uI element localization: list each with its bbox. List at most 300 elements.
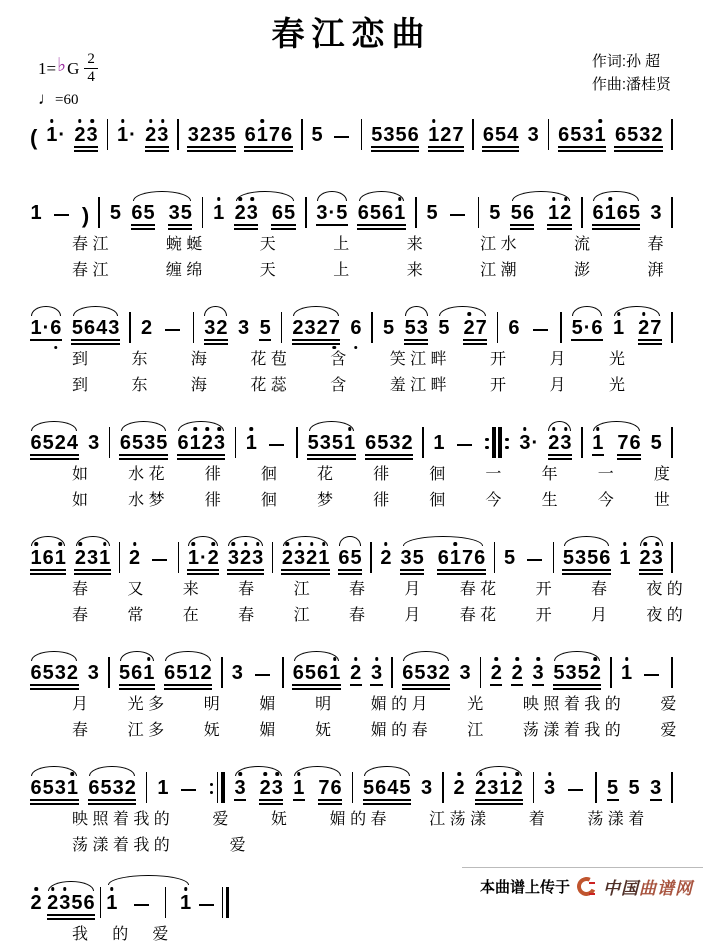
lyric-syllable: 春 [348,607,365,624]
repeat-dot [485,438,489,442]
quarter-note-icon: ♩ [38,89,55,108]
slur-group [30,778,79,805]
note-char: 6 [508,317,520,339]
bar-thin [272,542,274,573]
lyric-syllable: 来 [406,236,423,253]
note-group [562,548,611,575]
note-group [168,203,192,230]
note-char: 3 [639,124,651,146]
barline [671,542,673,575]
note-group [131,203,155,230]
lyric-syllable: 春 [238,581,255,598]
note-char: 2 [306,547,318,569]
note-char: 3 [650,202,662,224]
note-char: 3 [54,662,66,684]
lyric-syllable: 春 花 [459,581,497,598]
note-char: 1 [46,124,58,146]
lyric-syllable: 江 水 [480,236,517,253]
note-group [88,778,137,805]
note-group [383,318,395,345]
lyric-syllable: 春 江 [72,262,109,279]
lyric-syllable: 如 [72,492,89,509]
slur-group [400,548,486,575]
lyric-syllable: 今 [597,492,614,509]
lyric-syllable: 荡 漾 着 我 的 [72,837,170,854]
bar-thin [422,427,424,458]
lyric-syllable: 春 [647,236,664,253]
note-group [259,778,283,805]
slur-arc [204,306,227,316]
note-char: 2 [145,124,157,146]
slur-group [553,663,602,690]
lyric-syllable: 含 [330,377,347,394]
note-char: 5 [412,547,424,569]
key-prefix: 1= [38,59,57,78]
bar-thin [108,657,110,688]
note-group [179,893,191,920]
slur-group [281,548,330,575]
lyric-syllable: 爱 [152,926,169,943]
note-char: 5 [628,777,640,799]
slur-group [357,203,406,230]
lyric-syllable: 世 [653,492,670,509]
bar-thin [415,197,417,228]
key-letter: G [67,59,80,78]
lyric-syllable: 如 [72,466,89,483]
note-char: 1 [547,202,560,224]
note-char: 5 [607,777,619,799]
note-char: 4 [96,317,108,339]
slur-arc [73,306,119,316]
note-char: 6 [338,547,350,569]
barline [165,887,167,920]
barline [281,312,283,345]
lyric-syllable: 月 [549,377,566,394]
note-char: 5 [109,202,122,224]
score-line [30,519,683,627]
note-group [177,433,226,460]
note-group [30,318,62,345]
lyric-syllable: 江 [293,581,310,598]
slur-group [548,433,572,460]
slur-group [204,318,228,345]
duration-dash [334,136,349,138]
note-char: 2 [463,317,475,339]
note-group [475,778,524,805]
note-char: 3 [86,124,98,146]
slur-group [307,433,356,460]
note-char: 5 [42,432,54,454]
note-char: 1 [256,124,268,146]
lyric-syllable: 光 [467,696,484,713]
note-group [527,125,539,152]
note-char: 2 [440,124,452,146]
barline [221,657,223,690]
note-group [639,548,663,575]
lyrics-row [72,463,670,486]
note-char: 7 [650,317,662,339]
note-group [106,893,118,920]
lyric-syllable: 花 [317,466,334,483]
note-char: 6 [375,777,387,799]
slur-group [438,318,487,345]
bar-thin [98,197,100,228]
lyric-syllable: 来 [182,581,199,598]
note-group [592,433,604,460]
note-group [213,203,225,230]
lyric-syllable: 蜿 蜒 [165,236,203,253]
slur-arc [564,536,610,546]
note-char: 6 [591,317,603,339]
score-line [30,749,673,857]
note-char: 5 [577,662,589,684]
lyric-syllable: 天 [259,262,276,279]
barline [352,772,354,805]
bar-thin [560,312,562,343]
barline [497,312,499,345]
lyric-syllable: 徘 [204,466,221,483]
bar-thin [119,542,121,573]
tempo-value: =60 [55,92,79,108]
lyric-syllable: 常 [127,607,144,624]
note-char: 5 [369,202,381,224]
qupu-logo-icon[interactable] [577,877,596,896]
note-char: 6 [357,202,369,224]
note-group [558,125,607,152]
note-char: 6 [244,124,256,146]
slur-arc [165,651,211,661]
note-char: 2 [30,892,42,914]
bar-thin [221,657,223,688]
bar-thin [217,772,219,803]
lyric-syllable: 春 [590,581,607,598]
note-char: 3 [252,547,264,569]
note-char: 7 [452,124,464,146]
note-group [357,203,406,230]
note-group [433,433,445,460]
note-char: 5 [100,777,112,799]
lyric-syllable: 年 [541,466,558,483]
note-char: 5 [143,202,155,224]
note-char: 5 [336,202,348,224]
note-char: 2 [259,777,271,799]
music-line [30,96,673,152]
note-group [292,663,341,690]
note-char: 3 [650,777,662,799]
note-char: 6 [84,317,96,339]
note-char: 6 [164,662,176,684]
bar-thin [671,427,673,458]
barline [202,197,204,230]
note-char: 3 [400,547,412,569]
score-line [30,634,677,742]
note-char: 1 [30,202,42,224]
note-char: 3 [420,777,433,799]
duration-dash [165,329,180,331]
note-group [365,433,414,460]
bar-thin [129,312,131,343]
score-line [30,174,673,282]
repeat-dot [505,446,509,450]
bar-thin [107,119,109,150]
bar-thin [497,312,499,343]
note-group [119,663,155,690]
note-char: 1 [613,317,625,339]
note-char: 3 [316,202,328,224]
note-group [426,203,438,230]
duration-dash [450,214,465,216]
lyric-syllable: 梦 [317,492,334,509]
note-char: 2 [589,662,601,684]
lyric-syllable: 春 [72,607,89,624]
lyrics-row [72,233,664,256]
note-char: 2 [234,202,246,224]
note-char: 5 [650,432,662,454]
note-char: 6 [402,662,414,684]
slur-arc [403,651,449,661]
note-char: 2 [350,662,362,684]
note-char: 3 [459,662,471,684]
note-char: 1 [245,432,257,454]
barline [178,542,180,575]
bar-thin [109,427,111,458]
note-group [553,663,602,690]
lyric-syllable: 春 花 [459,607,497,624]
lyric-syllable: 徘 [204,492,221,509]
lyric-syllable: 爱 [229,837,246,854]
note-group [428,125,464,152]
note-char: 5 [363,777,375,799]
note-char: 1 [116,124,129,146]
barline [671,657,673,690]
note-char: 5 [503,547,516,569]
note-char: 3 [416,317,428,339]
bar-thin [296,427,298,458]
note-char: 3 [213,432,225,454]
lyric-syllable: 开 [490,351,507,368]
note-char: 1 [428,124,440,146]
note-group [71,318,120,345]
parenthesis: ) [81,203,90,228]
slur-group [30,663,79,690]
score-line [30,289,673,397]
note-group [231,663,243,690]
barline [560,312,562,345]
slur-group [177,433,226,460]
lyric-syllable: 爱 [212,811,229,828]
note-group [316,203,348,230]
slur-arc [48,881,94,891]
note-char: 5 [132,432,144,454]
slur-arc [89,766,135,776]
duration-dash [255,674,270,676]
slur-group [227,548,263,575]
score [30,96,683,946]
lyric-syllable: 缠 绵 [165,262,203,279]
note-char: 6 [365,432,377,454]
note-char: 6 [599,547,611,569]
note-char: 2 [316,317,328,339]
composer: 作曲:潘桂贤 [591,76,671,94]
lyric-syllable: 月 [72,696,89,713]
note-char: 1 [318,547,330,569]
lyric-syllable: 媚 的 月 [370,696,428,713]
note-char: 1 [30,547,42,569]
note-group [402,663,451,690]
note-char: 5 [284,202,296,224]
lyric-syllable: 徊 [429,492,446,509]
lyric-syllable: 海 [190,377,207,394]
note-group [350,318,362,345]
slur-group [292,318,341,345]
note-char: 2 [380,547,392,569]
barline [98,197,100,230]
lyric-syllable: 爱 [660,696,677,713]
lyrics-row [72,348,625,371]
slur-arc [293,306,339,316]
site-name-link[interactable] [603,874,693,899]
barline [472,119,474,152]
lyric-syllable: 光 [608,351,625,368]
barline [442,772,444,805]
bar-thin [533,772,535,803]
note-char: 7 [462,547,474,569]
lyric-syllable: 开 [535,607,552,624]
note-char: 3 [574,547,587,569]
note-group [30,433,79,460]
bar-thin [671,119,673,150]
bar-thin [478,197,480,228]
bar-thin [671,542,673,573]
note-char: 1 [54,547,66,569]
note-char: 6 [330,777,342,799]
note-group [30,778,79,805]
note-group [370,663,382,690]
barline [581,197,583,230]
lyricist: 作词:孙 超 [591,53,661,70]
lyric-syllable: 在 [182,607,199,624]
note-group [489,203,501,230]
duration-dash [54,214,69,216]
note-char: 5 [71,317,84,339]
note-char: 1 [188,662,200,684]
note-char: 6 [119,432,132,454]
lyric-syllable: 媚 [259,696,276,713]
barline [119,542,121,575]
lyric-syllable: 到 [72,351,89,368]
lyric-syllable: 东 [131,377,148,394]
duration-dash [527,559,542,561]
slur-group [30,433,79,460]
note-char: 3 [582,124,594,146]
duration-dash [134,904,149,906]
lyric-syllable: 妩 [315,722,332,739]
slur-arc [405,306,428,316]
note-group [510,203,534,230]
note-char: 1 [143,662,155,684]
note-char: 6 [437,547,449,569]
barline [235,427,237,460]
barline [193,312,195,345]
note-char: 6 [50,317,62,339]
barline [272,542,274,575]
slur-group [639,548,663,575]
note-char: 2 [141,317,153,339]
slur-group [119,433,168,460]
note-group [482,125,518,152]
note-group [363,778,412,805]
note-char: 1 [343,432,356,454]
note-char: · [328,202,336,224]
barline [671,197,673,230]
repeat-dot [210,783,214,787]
lyric-syllable: 春 [72,581,89,598]
music-line [30,174,673,230]
bar-thin [282,657,284,688]
note-char: 4 [507,124,519,146]
lyric-syllable: 媚 [259,722,276,739]
note-group [532,663,544,690]
note-char: 6 [30,777,42,799]
slur-arc [364,766,410,776]
note-group [638,318,662,345]
lyric-syllable: 明 [315,696,332,713]
barline [282,657,284,690]
note-char: 1 [157,777,169,799]
bar-thin [361,119,363,150]
duration-dash [457,444,472,446]
note-group [227,548,263,575]
note-char: 3 [231,662,243,684]
note-char: 2 [639,547,651,569]
lyric-syllable: 今 [485,492,502,509]
slur-group [47,893,96,920]
bar-thin [472,119,474,150]
bar-thin [371,312,373,343]
note-char: 2 [292,317,304,339]
flat-sign: ♭ [57,55,67,76]
barline [177,119,179,152]
note-char: 1 [499,777,511,799]
note-group [650,203,662,230]
barline [415,197,417,230]
note-group [650,433,662,460]
note-char: · [58,124,65,146]
barline [581,427,583,460]
lyric-syllable: 爱 [660,722,677,739]
lyric-syllable: 花 蕊 [250,377,287,394]
bar-thin [193,312,195,343]
note-char: 2 [54,432,66,454]
note-group [463,318,487,345]
note-group [30,663,79,690]
note-group [74,125,98,152]
lyric-syllable: 徊 [260,466,277,483]
lyric-syllable: 江 [293,607,310,624]
bar-thin [165,887,167,918]
note-char: 3 [532,662,544,684]
note-char: 3 [168,202,180,224]
lyrics-row [72,834,246,857]
note-char: 2 [128,547,141,569]
note-char: 2 [216,317,228,339]
slur-group [164,663,213,690]
note-group [453,778,465,805]
meter-numerator: 2 [84,52,98,69]
bar-thin [671,312,673,343]
repeat-dots [505,438,509,450]
lyric-syllable: 上 [333,236,350,253]
